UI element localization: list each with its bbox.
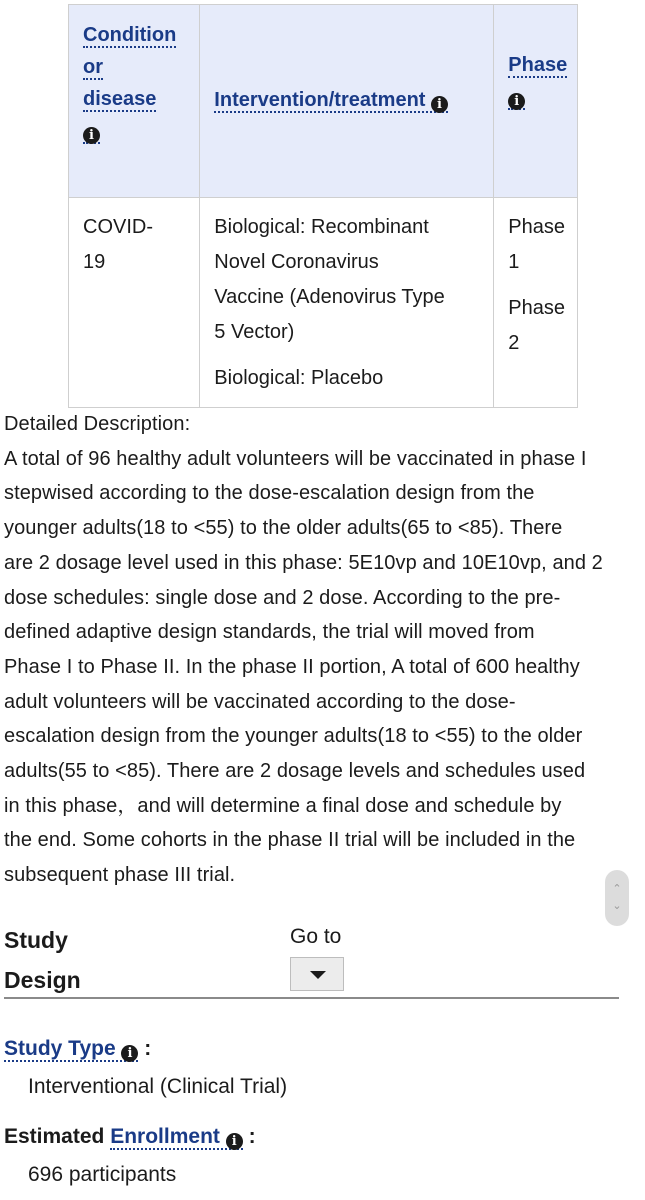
goto-label: Go to	[290, 925, 342, 948]
intervention-cell	[200, 198, 494, 408]
chevron-up-icon: ⌃	[612, 883, 622, 895]
goto-dropdown[interactable]	[290, 957, 344, 991]
description-line: dose schedules: single dose and 2 dose. According to the pre-	[4, 586, 561, 609]
description-line: subsequent phase III trial.	[4, 864, 236, 887]
phase-item: Phase 2	[508, 297, 565, 354]
chevron-down-icon: ⌄	[612, 900, 622, 912]
info-icon[interactable]: i	[508, 93, 525, 110]
phase-info-link[interactable]	[508, 86, 525, 110]
enrollment-value: 696 participants	[28, 1163, 177, 1186]
intervention-header	[200, 5, 494, 198]
info-icon[interactable]: i	[83, 127, 100, 144]
description-line: defined adaptive design standards, the trial will moved from	[4, 621, 535, 644]
description-line: adults(55 to <85). There are 2 dosage levels and schedules used	[4, 760, 586, 783]
description-label: Detailed Description:	[4, 413, 191, 435]
enrollment-label: Estimated Enrollment i :	[4, 1125, 256, 1149]
info-icon[interactable]: i	[431, 96, 448, 113]
intervention-item: Biological: Recombinant Novel Coronavirus Vaccine (Adenovirus Type 5 Vector)	[214, 216, 445, 343]
description-line: adult volunteers will be vaccinated according to the dose-	[4, 690, 516, 713]
description-line: the end. Some cohorts in the phase II trial will be included in the	[4, 829, 576, 852]
description-line: younger adults(18 to <55) to the older adults(65 to <85). There	[4, 517, 563, 540]
intervention-term-link[interactable]: Intervention/treatment i	[214, 89, 448, 113]
study-type-value: Interventional (Clinical Trial)	[28, 1075, 288, 1098]
scroll-handle[interactable]	[605, 870, 629, 926]
study-design-title: Study Design	[4, 927, 81, 993]
phase-cell	[494, 198, 578, 408]
enrollment-term-link[interactable]: Enrollment i	[110, 1125, 243, 1150]
intervention-item: Biological: Placebo	[214, 367, 384, 389]
description-line: are 2 dosage level used in this phase: 5E10vp and 10E10vp, and 2	[4, 551, 603, 574]
conditions-table	[68, 4, 578, 408]
detailed-description	[4, 407, 644, 893]
description-line: A total of 96 healthy adult volunteers will be vaccinated in phase I	[4, 447, 587, 470]
study-type-label: Study Type i :	[4, 1037, 152, 1061]
phase-term-link[interactable]: Phase	[508, 54, 568, 76]
info-icon[interactable]: i	[121, 1045, 138, 1062]
section-divider	[4, 997, 619, 999]
study-type-term-link[interactable]: Study Type i	[4, 1037, 138, 1062]
condition-term-link[interactable]: Condition or disease	[83, 24, 177, 110]
phase-header	[494, 5, 578, 198]
caret-down-icon	[310, 971, 326, 979]
description-line: stepwised according to the dose-escalation design from the	[4, 482, 535, 505]
condition-cell: COVID- 19	[69, 198, 200, 408]
table-header-row	[69, 5, 578, 198]
description-line: escalation design from the younger adults(18 to <55) to the older	[4, 725, 583, 748]
description-line: Phase I to Phase II. In the phase II portion, A total of 600 healthy	[4, 655, 580, 678]
info-icon[interactable]: i	[226, 1133, 243, 1150]
phase-item: Phase 1	[508, 216, 565, 273]
condition-info-link[interactable]	[83, 120, 100, 144]
condition-header	[69, 5, 200, 198]
description-line: in this phase，and will determine a final dose and schedule by	[4, 794, 562, 817]
table-row	[69, 198, 578, 408]
